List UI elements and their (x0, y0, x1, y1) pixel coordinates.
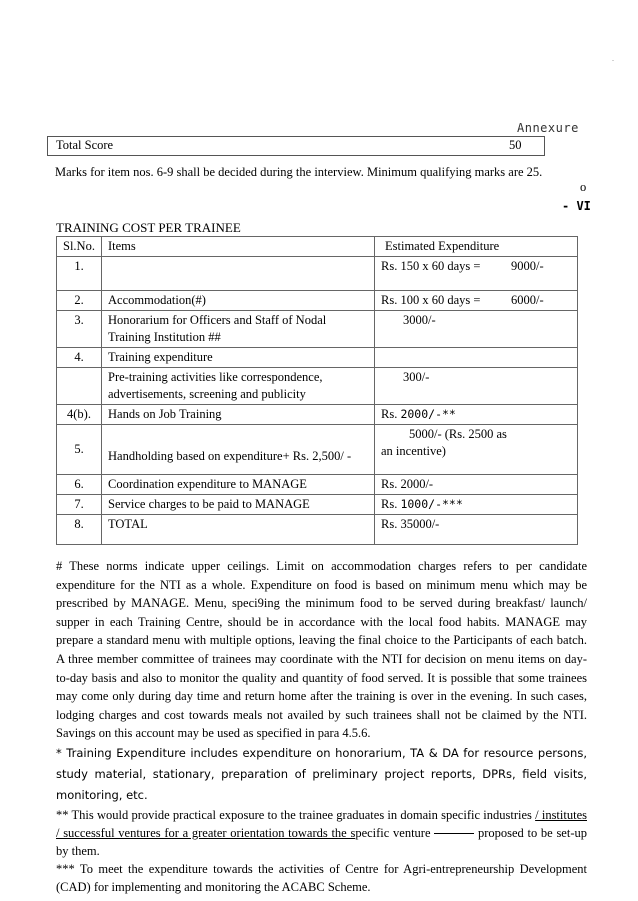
footnotes (56, 557, 587, 896)
row-expenditure (375, 291, 578, 311)
row-item: Hands on Job Training (102, 405, 375, 425)
row-item: Service charges to be paid to MANAGE (102, 495, 375, 515)
double-star-text: ** This would provide practical exposure to the trainee graduates in domain specific industries (56, 807, 536, 822)
row-slno: 6. (57, 475, 102, 495)
row-slno: 3. (57, 311, 102, 348)
table-row (57, 348, 578, 368)
row-rate: Rs. 150 x 60 days = (381, 259, 481, 273)
row-rate: Rs. 100 x 60 days = (381, 293, 481, 307)
row-expenditure-prefix: Rs. (381, 407, 398, 421)
row-expenditure (375, 425, 578, 475)
row-slno: 7. (57, 495, 102, 515)
column-header-items: Items (102, 237, 375, 257)
row-item: TOTAL (102, 515, 375, 545)
table-row (57, 515, 578, 545)
hash-footnote: # These norms indicate upper ceilings. Limit on accommodation charges refers to per candidate expenditure for the NTI as a whole. Expenditure on food is based on minimum menu which may be prescribed by MANAGE. Menu, speci9ing the minimum food to be served during breakfast/ launch/ supper in each Training Centre, should be in accordance with the local food habits. MANAGE may prepare a standard menu with multiple options, leaving the final choice to the Participants of each batch. A three member committee of trainees may coordinate with the NTI for decision on menu items on day-to-day basis and also to monitor the quality and quantity of food served. It is possible that some trainees may come only during day time and return home after the training is over in the evening. In such cases, lodging charges and cost towards meals not availed by such trainees shall not be claimed by the NTI. Savings on this account may be used as specified in para 4.5.6. (56, 559, 587, 741)
table-row (57, 425, 578, 475)
total-score-box (47, 136, 545, 156)
cost-table-title: TRAINING COST PER TRAINEE (56, 220, 241, 235)
row-amount: 6000/- (511, 293, 544, 307)
table-row (57, 405, 578, 425)
table-row (57, 475, 578, 495)
row-amount: 9000/- (511, 259, 544, 273)
row-expenditure (375, 405, 578, 425)
star-footnote: * Training Expenditure includes expenditure on honorarium, TA & DA for resource persons, study material, stationary, preparation of preliminary project reports, DPRs, field visits, monitoring, etc. (56, 745, 587, 802)
row-expenditure (375, 348, 578, 368)
row-expenditure: Rs. 35000/- (375, 515, 578, 545)
total-score-label: Total Score (56, 138, 114, 152)
row-slno: 5. (57, 425, 102, 475)
row-item (102, 257, 375, 291)
row-item: Honorarium for Officers and Staff of Nodal Training Institution ## (102, 311, 375, 348)
row-expenditure (375, 495, 578, 515)
row-slno: 4(b). (57, 405, 102, 425)
row-item: Pre-training activities like correspondence, advertisements, screening and publicity (102, 368, 375, 405)
row-expenditure-value: 1000/-*** (400, 497, 463, 511)
row-expenditure: 300/- (375, 368, 578, 405)
training-cost-table (56, 236, 578, 545)
row-item: Handholding based on expenditure+ Rs. 2,500/ - (102, 425, 375, 475)
row-expenditure-prefix: Rs. (381, 497, 398, 511)
table-row (57, 495, 578, 515)
row-expenditure: Rs. 2000/- (375, 475, 578, 495)
row-item: Training expenditure (102, 348, 375, 368)
row-slno (57, 368, 102, 405)
triple-star-footnote: *** To meet the expenditure towards the activities of Centre for Agri-entrepreneurship Development (CAD) for implementing and monitoring the ACABC Scheme. (56, 861, 587, 894)
row-slno: 2. (57, 291, 102, 311)
row-slno: 1. (57, 257, 102, 291)
corner-mark: - (612, 58, 614, 64)
row-expenditure: 3000/- (375, 311, 578, 348)
annexure-number: - VI (562, 199, 591, 213)
double-star-text-end: proposed to be set-up by them. (56, 825, 587, 858)
row-expenditure (375, 257, 578, 291)
table-row (57, 291, 578, 311)
column-header-expenditure: Estimated Expenditure (375, 237, 578, 257)
table-header-row (57, 237, 578, 257)
row-item: Accommodation(#) (102, 291, 375, 311)
table-row (57, 311, 578, 348)
blank-line (434, 833, 474, 834)
column-header-slno: Sl.No. (57, 237, 102, 257)
double-star-footnote (56, 806, 587, 860)
row-expenditure-value: 2000/-** (400, 407, 456, 421)
table-row (57, 368, 578, 405)
stray-character: o (580, 180, 587, 194)
row-expenditure-line2: an incentive) (381, 444, 446, 458)
row-item: Coordination expenditure to MANAGE (102, 475, 375, 495)
row-slno: 4. (57, 348, 102, 368)
double-star-text-cont: pecific venture (355, 825, 435, 840)
total-score-value: 50 (509, 138, 522, 152)
double-star-underlined: / institutes / successful ventures for a greater orientation towards the s (56, 807, 587, 840)
row-slno: 8. (57, 515, 102, 545)
marks-note: Marks for item nos. 6-9 shall be decided during the interview. Minimum qualifying marks are 25. (55, 165, 543, 179)
table-row (57, 257, 578, 291)
row-expenditure-line1: 5000/- (Rs. 2500 as (409, 427, 507, 441)
annexure-label: Annexure (517, 121, 579, 135)
